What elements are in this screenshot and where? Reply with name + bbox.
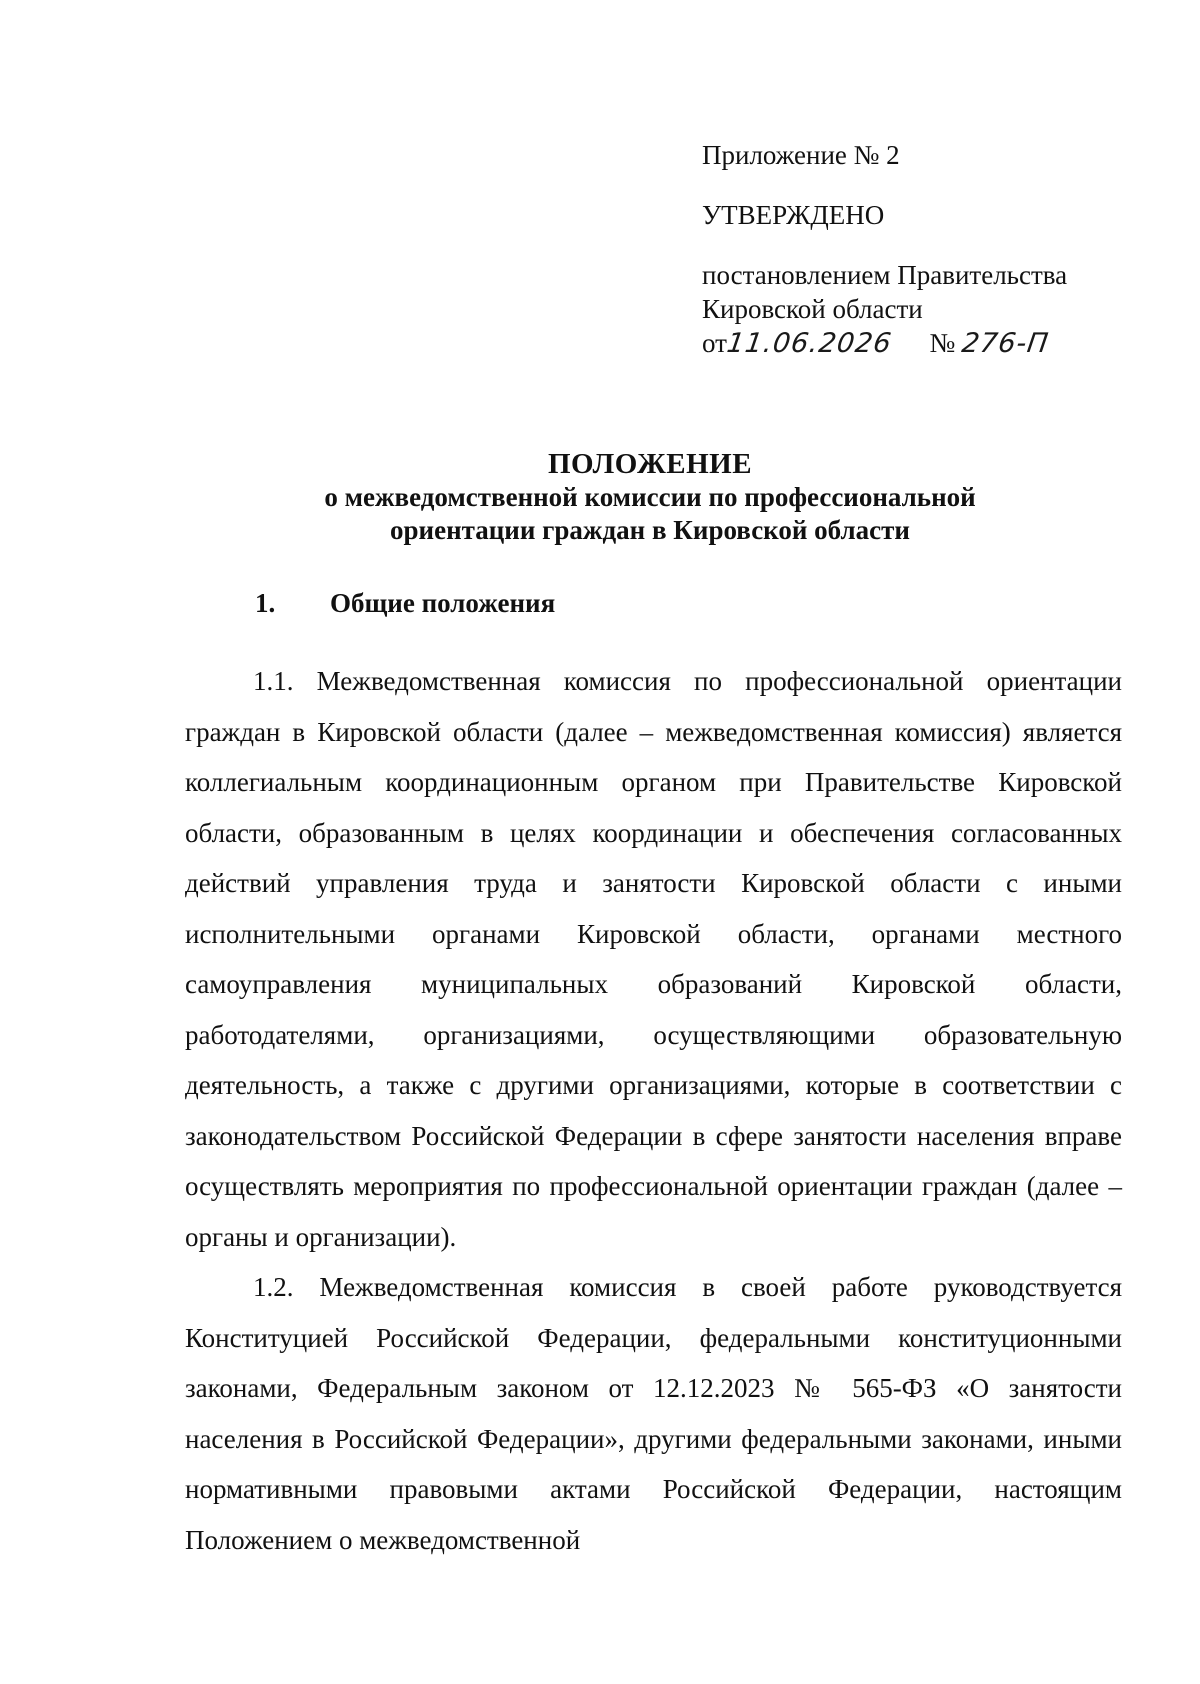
number-prefix: № xyxy=(929,328,956,358)
section-number: 1. xyxy=(255,588,276,618)
approval-block xyxy=(702,138,1142,361)
appendix-number: Приложение № 2 xyxy=(702,140,900,170)
date-prefix: от xyxy=(702,328,727,358)
title-line-3: ориентации граждан в Кировской области xyxy=(390,515,910,545)
body-text xyxy=(185,656,1122,1565)
decree-date-number-line xyxy=(702,326,1142,361)
section-title: Общие положения xyxy=(330,588,556,618)
title-main: ПОЛОЖЕНИЕ xyxy=(547,448,753,480)
decree-line-2: Кировской области xyxy=(702,294,923,324)
handwritten-date: 11.06.2026 xyxy=(724,328,894,359)
document-title xyxy=(160,448,1140,547)
paragraph-1-2: 1.2. Межведомственная комиссия в своей работе руководствуется Конституцией Российской Федерации, федеральными конституционными законами, Федеральным законом от 12.12.2023 № 565-ФЗ «О занятости населения в Российской Федерации», другими федеральными законами, иными нормативными правовыми актами Российской Федерации, настоящим Положением о межведомственной xyxy=(185,1272,1122,1555)
section-heading xyxy=(255,586,555,620)
decree-line-1: постановлением Правительства xyxy=(702,260,1068,290)
paragraph-1-1: 1.1. Межведомственная комиссия по профессиональной ориентации граждан в Кировской области (далее – межведомственная комиссия) является коллегиальным координационным органом при Правительстве Кировской области, образованным в целях координации и обеспечения согласованных действий управления труда и занятости Кировской области с иными исполнительными органами Кировской области, органами местного самоуправления муниципальных образований Кировской области, работодателями, организациями, осуществляющими образовательную деятельность, а также с другими организациями, которые в соответствии с законодательством Российской Федерации в сфере занятости населения вправе осуществлять мероприятия по профессиональной ориентации граждан (далее – органы и организации). xyxy=(185,666,1122,1252)
handwritten-number: 276-П xyxy=(959,328,1051,359)
title-line-2: о межведомственной комиссии по профессиональной xyxy=(324,482,976,512)
approved-stamp-text: УТВЕРЖДЕНО xyxy=(702,200,885,230)
